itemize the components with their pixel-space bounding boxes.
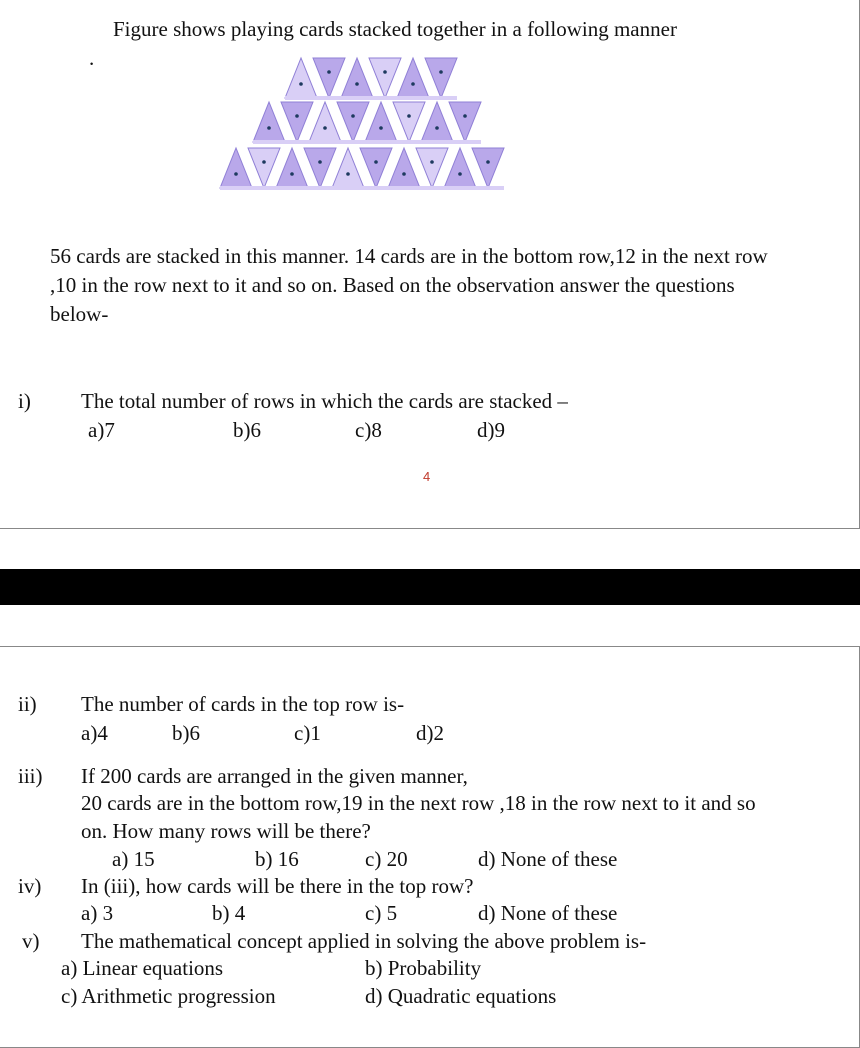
card-pip [346,172,350,176]
page-number: 4 [423,469,431,484]
playing-card [421,102,453,142]
playing-card [253,102,285,142]
playing-card [248,148,280,188]
card-pip [439,70,443,74]
question-number: v) [22,929,40,953]
option-b: b) Probability [365,956,482,980]
playing-card [388,148,420,188]
card-row-base [285,96,457,100]
option-d: d) None of these [478,847,618,871]
question-text: In (iii), how cards will be there in the top row? [81,874,474,898]
option-d: d) Quadratic equations [365,984,557,1008]
option-b: b) 16 [255,847,299,871]
question-number: iii) [18,764,43,788]
card-pip [323,126,327,130]
card-pip [383,70,387,74]
card-pip [430,160,434,164]
card-pip [486,160,490,164]
playing-card [220,148,252,188]
question-text: The number of cards in the top row is- [81,692,405,716]
playing-card [393,102,425,142]
playing-card [369,58,401,98]
card-pip [262,160,266,164]
card-pip [234,172,238,176]
option-c: c)8 [355,418,382,442]
playing-card [472,148,504,188]
stacked-playing-cards-icon [205,50,505,200]
card-pip [295,114,299,118]
option-b: b) 4 [212,901,246,925]
card-pip [411,82,415,86]
playing-card [313,58,345,98]
question-number: iv) [18,874,42,898]
option-a: a)7 [88,418,115,442]
playing-card [332,148,364,188]
card-pip [327,70,331,74]
playing-card [341,58,373,98]
card-pip [299,82,303,86]
intro-line-2: ,10 in the row next to it and so on. Based on the observation answer the questions [50,273,735,297]
intro-line-3: below- [50,302,109,326]
option-c: c)1 [294,721,321,745]
option-a: a) 3 [81,901,114,925]
card-pip [435,126,439,130]
option-b: b)6 [233,418,261,442]
card-pip [355,82,359,86]
stray-dot: . [89,46,95,70]
option-c: c) 20 [365,847,408,871]
playing-card [425,58,457,98]
card-row-base [220,186,504,190]
page-separator-band [0,569,860,605]
playing-card [285,58,317,98]
playing-card [416,148,448,188]
playing-card [360,148,392,188]
card-pip [290,172,294,176]
playing-card [304,148,336,188]
option-a: a) 15 [112,847,155,871]
card-pip [407,114,411,118]
option-a: a) Linear equations [61,956,224,980]
question-text-line-1: If 200 cards are arranged in the given manner, [81,764,468,788]
stacked-cards-figure [205,50,505,200]
playing-card [309,102,341,142]
playing-card [449,102,481,142]
question-text-line-3: on. How many rows will be there? [81,819,371,843]
card-pip [402,172,406,176]
question-text: The mathematical concept applied in solving the above problem is- [81,929,647,953]
card-pip [379,126,383,130]
option-c: c) Arithmetic progression [61,984,276,1008]
playing-card [281,102,313,142]
option-d: d)9 [477,418,505,442]
question-text: The total number of rows in which the cards are stacked – [81,389,568,413]
question-text-line-2: 20 cards are in the bottom row,19 in the next row ,18 in the row next to it and so [81,791,756,815]
card-pip [374,160,378,164]
option-c: c) 5 [365,901,398,925]
playing-card [337,102,369,142]
playing-card [397,58,429,98]
card-pip [318,160,322,164]
question-number: i) [18,389,31,413]
option-b: b)6 [172,721,200,745]
playing-card [444,148,476,188]
option-d: d)2 [416,721,444,745]
card-pip [267,126,271,130]
playing-card [276,148,308,188]
card-pip [463,114,467,118]
intro-line-1: 56 cards are stacked in this manner. 14 cards are in the bottom row,12 in the next row [50,244,768,268]
playing-card [365,102,397,142]
question-number: ii) [18,692,37,716]
page-title: Figure shows playing cards stacked together in a following manner [113,17,677,41]
card-pip [351,114,355,118]
card-pip [458,172,462,176]
option-a: a)4 [81,721,108,745]
option-d: d) None of these [478,901,618,925]
card-row-base [253,140,481,144]
